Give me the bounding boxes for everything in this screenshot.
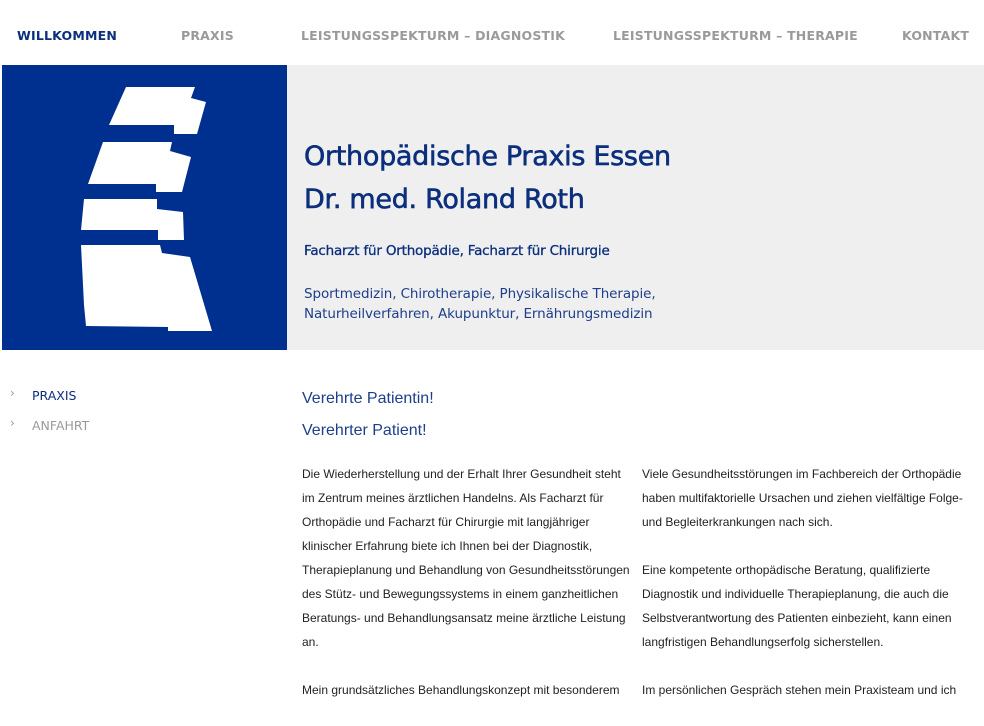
chevron-right-icon: › (10, 386, 15, 400)
content-column-right (642, 462, 972, 726)
specialties-line-1: Sportmedizin, Chirotherapie, Physikalische Therapie, (304, 286, 656, 302)
nav-leistungsspektrum-therapie[interactable]: LEISTUNGSSPEKTURM – THERAPIE (613, 28, 858, 43)
nav-praxis[interactable]: PRAXIS (181, 28, 234, 43)
paragraph: Mein grundsätzliches Behandlungskonzept mit besonderem (302, 683, 620, 697)
paragraph: Die Wiederherstellung und der Erhalt Ihrer Gesundheit steht im Zentrum meines ärztlichen Handelns. Als Facharzt für Orthopädie und Facharzt für Chirurgie mit langjähriger klinischer Erfahrung biete ich Ihnen bei der Diagnostik, Therapieplanung und Behandlung von Gesundheitsstörungen des Stütz- und Bewegungssystems in einem ganzheitlichen Beratungs- und Behandlungsansatz meine ärztliche Leistung an. (302, 467, 630, 649)
specialties (304, 284, 656, 324)
paragraph: Im persönlichen Gespräch stehen mein Praxisteam und ich (642, 683, 957, 697)
content-column-left (302, 462, 632, 726)
specialties-line-2: Naturheilverfahren, Akupunktur, Ernährungsmedizin (304, 306, 653, 322)
nav-leistungsspektrum-diagnostik[interactable]: LEISTUNGSSPEKTURM – DIAGNOSTIK (301, 28, 565, 43)
logo (2, 65, 287, 350)
spine-vertebrae-logo-icon (2, 65, 287, 350)
paragraph: Viele Gesundheitsstörungen im Fachbereich der Orthopädie haben multifaktorielle Ursachen und ziehen vielfältige Folge- und Begleiterkrankungen nach sich. (642, 467, 963, 529)
nav-willkommen[interactable]: WILLKOMMEN (17, 28, 117, 43)
doctor-name: Dr. med. Roland Roth (304, 184, 585, 215)
top-navigation (0, 0, 984, 65)
sidebar-item-label: PRAXIS (32, 388, 77, 403)
doctor-qualification: Facharzt für Orthopädie, Facharzt für Chirurgie (304, 243, 610, 259)
practice-title: Orthopädische Praxis Essen (304, 141, 671, 172)
header-banner (2, 65, 984, 350)
sidebar-item-label: ANFAHRT (32, 418, 90, 433)
chevron-right-icon: › (10, 416, 15, 430)
paragraph: Eine kompetente orthopädische Beratung, qualifizierte Diagnostik und individuelle Therapieplanung, die auch die Selbstverantwortung des Patienten einbezieht, kann einen langfristigen Behandlungserfolg sicherstellen. (642, 563, 952, 649)
greeting-male: Verehrter Patient! (302, 422, 427, 439)
nav-kontakt[interactable]: KONTAKT (902, 28, 970, 43)
greeting-female: Verehrte Patientin! (302, 390, 434, 407)
